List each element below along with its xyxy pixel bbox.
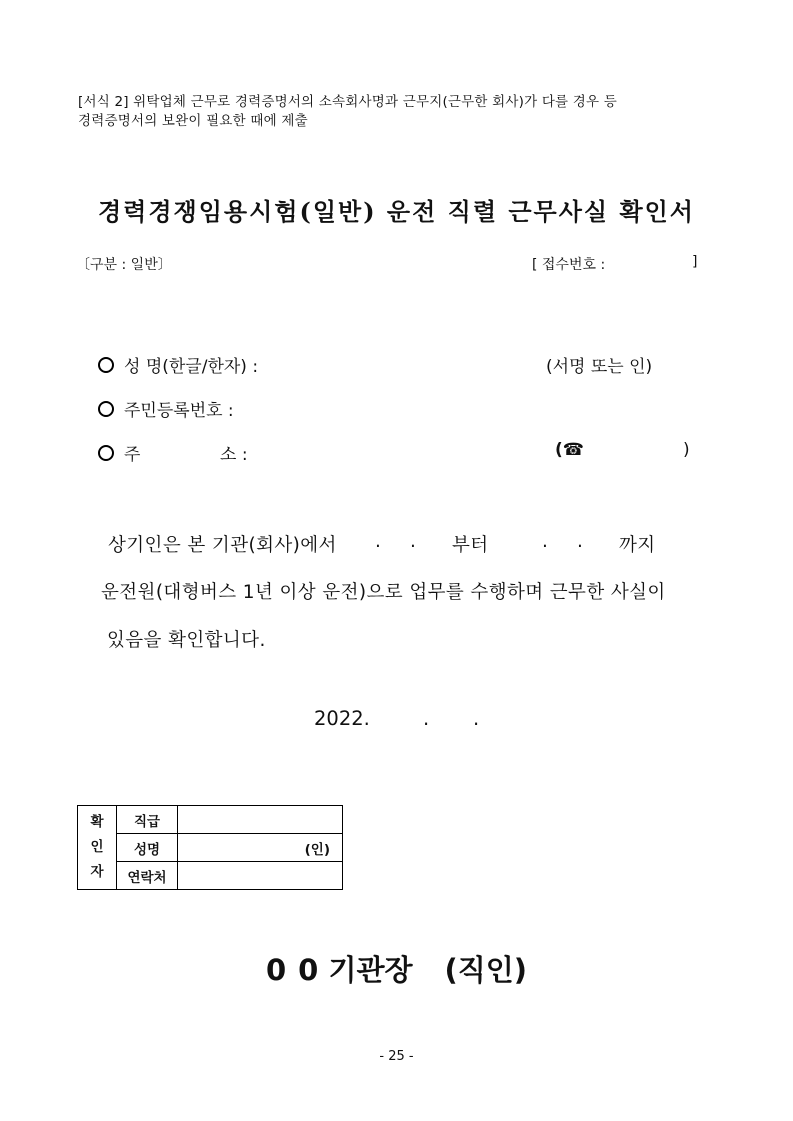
confirmer-side-label xyxy=(78,806,117,890)
signature-note: (서명 또는 인) xyxy=(546,357,653,377)
table-row xyxy=(78,862,343,890)
contact-value-cell[interactable] xyxy=(178,862,343,890)
name-label: 성명 xyxy=(117,834,178,862)
id-number-label: 주민등록번호 : xyxy=(124,401,234,421)
phone-close: ) xyxy=(683,440,690,460)
issuer-org: 기관장 xyxy=(328,953,413,987)
form-note-line-2: 경력증명서의 보완이 필요한 때에 제출 xyxy=(78,113,308,129)
body-dot: . xyxy=(410,531,417,552)
date-dot-month: . xyxy=(423,707,430,730)
receipt-number-label: [ 접수번호 : xyxy=(532,257,606,273)
body-line-3: 있음을 확인합니다. xyxy=(107,630,266,651)
issuer-placeholder-b: 0 xyxy=(298,953,319,987)
circle-bullet-icon xyxy=(98,357,114,373)
page-number: - 25 - xyxy=(379,1049,414,1064)
form-note xyxy=(78,93,718,131)
name-seal-cell[interactable]: (인) xyxy=(178,834,343,862)
phone-open: (☎ xyxy=(555,440,584,460)
body-from: 부터 xyxy=(452,535,489,556)
circle-bullet-icon xyxy=(98,445,114,461)
body-dot: . xyxy=(375,531,382,552)
name-field xyxy=(98,352,258,377)
confirmer-side-char: 확 xyxy=(90,814,104,830)
body-line-1-start: 상기인은 본 기관(회사)에서 xyxy=(108,535,337,556)
confirmer-table xyxy=(77,805,343,890)
confirmer-side-char: 인 xyxy=(90,839,104,855)
receipt-number-bracket: ] xyxy=(692,254,698,270)
circle-bullet-icon xyxy=(98,401,114,417)
position-value-cell[interactable] xyxy=(178,806,343,834)
contact-label: 연락처 xyxy=(117,862,178,890)
issuer-placeholder-a: 0 xyxy=(265,953,287,987)
table-row xyxy=(78,806,343,834)
issuer-line xyxy=(0,948,793,989)
body-to: 까지 xyxy=(619,535,656,556)
address-label-first: 주 xyxy=(124,445,141,465)
date-year: 2022. xyxy=(314,707,370,730)
issuer-seal: (직인) xyxy=(444,953,528,987)
category-label: 〔구분 : 일반〕 xyxy=(76,257,172,273)
body-line-2: 운전원(대형버스 1년 이상 운전)으로 업무를 수행하며 근무한 사실이 xyxy=(101,582,666,603)
address-label-second: 소 : xyxy=(220,445,248,465)
form-note-line-1: [서식 2] 위탁업체 근무로 경력증명서의 소속회사명과 근무지(근무한 회사)가 다를 경우 등 xyxy=(78,94,618,110)
body-dot: . xyxy=(577,531,584,552)
body-dot: . xyxy=(542,531,549,552)
name-field-label: 성 명(한글/한자) : xyxy=(124,357,259,377)
confirmer-side-char: 자 xyxy=(90,864,104,880)
document-title: 경력경쟁임용시험(일반) 운전 직렬 근무사실 확인서 xyxy=(98,197,695,226)
id-number-field xyxy=(98,396,234,421)
position-label: 직급 xyxy=(117,806,178,834)
address-field xyxy=(98,440,140,465)
date-dot-day: . xyxy=(473,707,480,730)
table-row xyxy=(78,834,343,862)
